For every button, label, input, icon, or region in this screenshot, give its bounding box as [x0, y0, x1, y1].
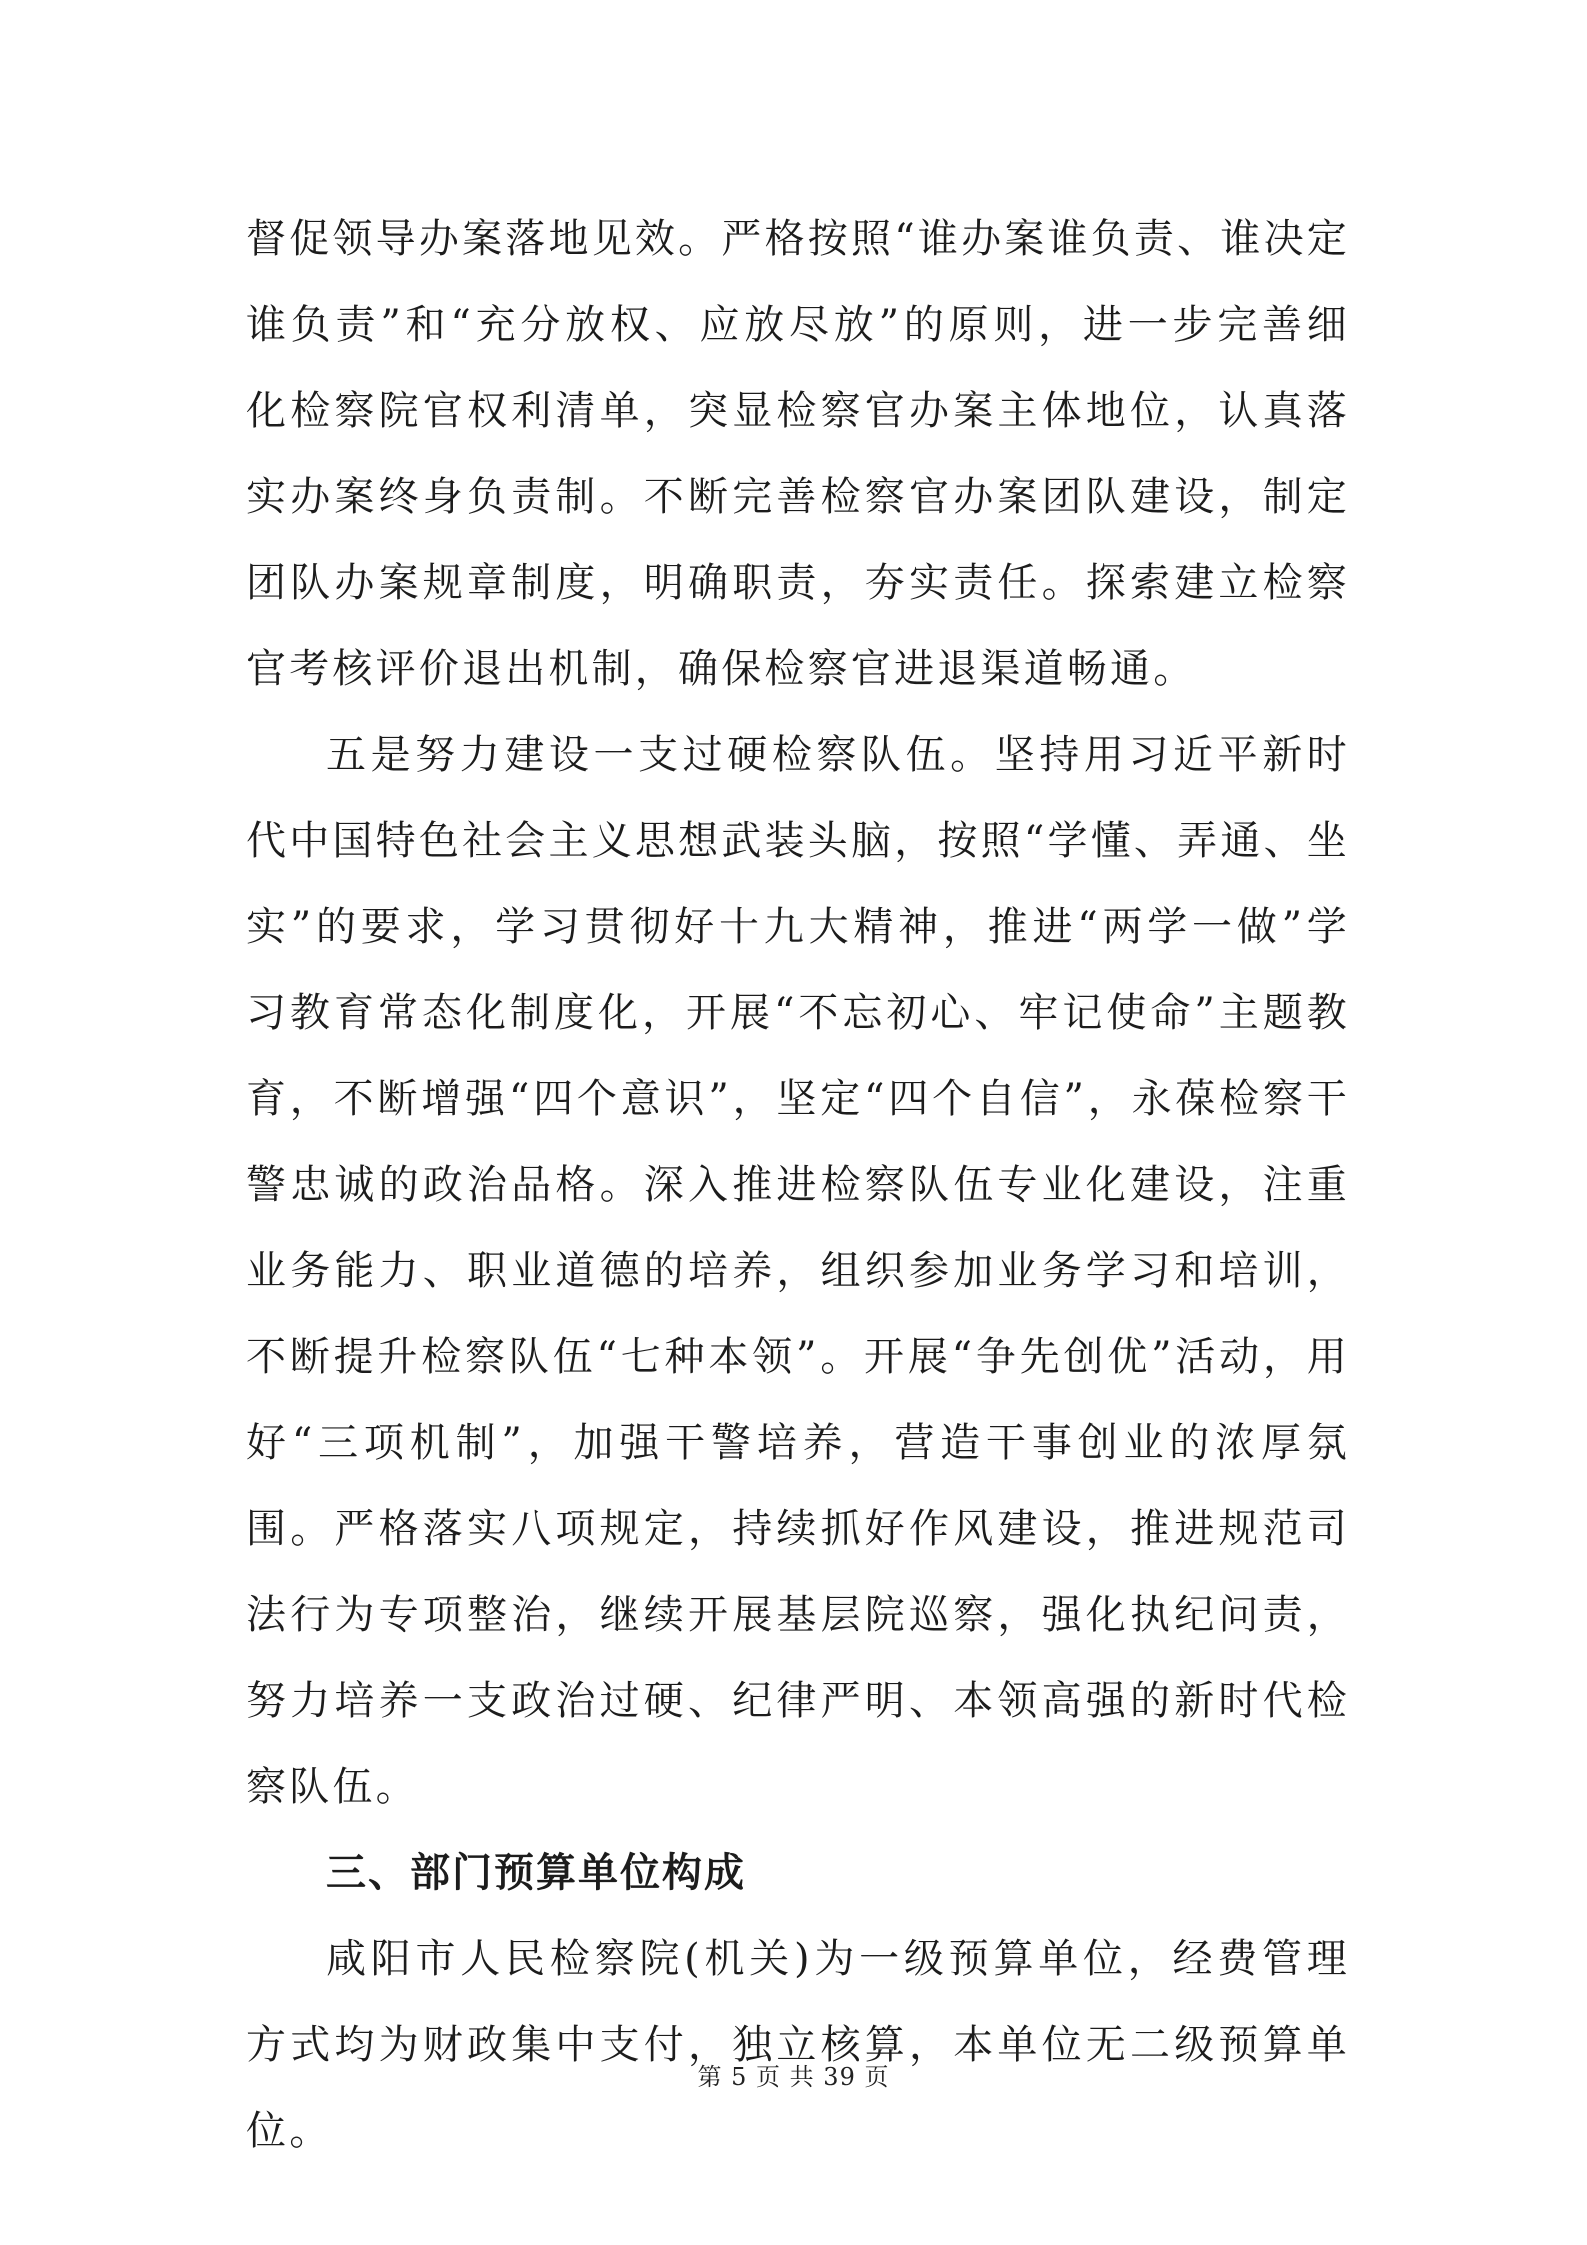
section-heading: 三、部门预算单位构成	[326, 1850, 746, 1896]
paragraph-continued: 督促领导办案落地见效。严格按照“谁办案谁负责、谁决定谁负责”和“充分放权、应放尽放”的原则，进一步完善细化检察院官权利清单，突显检察官办案主体地位，认真落实办案终身负责制。不断完善检察官办案团队建设，制定团队办案规章制度，明确职责，夯实责任。探索建立检察官考核评价退出机制，确保检察官进退渠道畅通。	[246, 216, 1350, 692]
paragraph-team-building: 五是努力建设一支过硬检察队伍。坚持用习近平新时代中国特色社会主义思想武装头脑，按照“学懂、弄通、坐实”的要求，学习贯彻好十九大精神，推进“两学一做”学习教育常态化制度化，开展“不忘初心、牢记使命”主题教育，不断增强“四个意识”，坚定“四个自信”，永葆检察干警忠诚的政治品格。深入推进检察队伍专业化建设，注重业务能力、职业道德的培养，组织参加业务学习和培训，不断提升检察队伍“七种本领”。开展“争先创优”活动，用好“三项机制”，加强干警培养，营造干事创业的浓厚氛围。严格落实八项规定，持续抓好作风建设，推进规范司法行为专项整治，继续开展基层院巡察，强化执纪问责，努力培养一支政治过硬、纪律严明、本领高强的新时代检察队伍。	[246, 732, 1350, 1810]
page-number-footer: 第 5 页 共 39 页	[697, 2063, 890, 2091]
document-body	[246, 196, 1350, 2174]
paragraph-budget-units: 咸阳市人民检察院(机关)为一级预算单位，经费管理方式均为财政集中支付，独立核算，本单位无二级预算单位。	[246, 1936, 1350, 2154]
